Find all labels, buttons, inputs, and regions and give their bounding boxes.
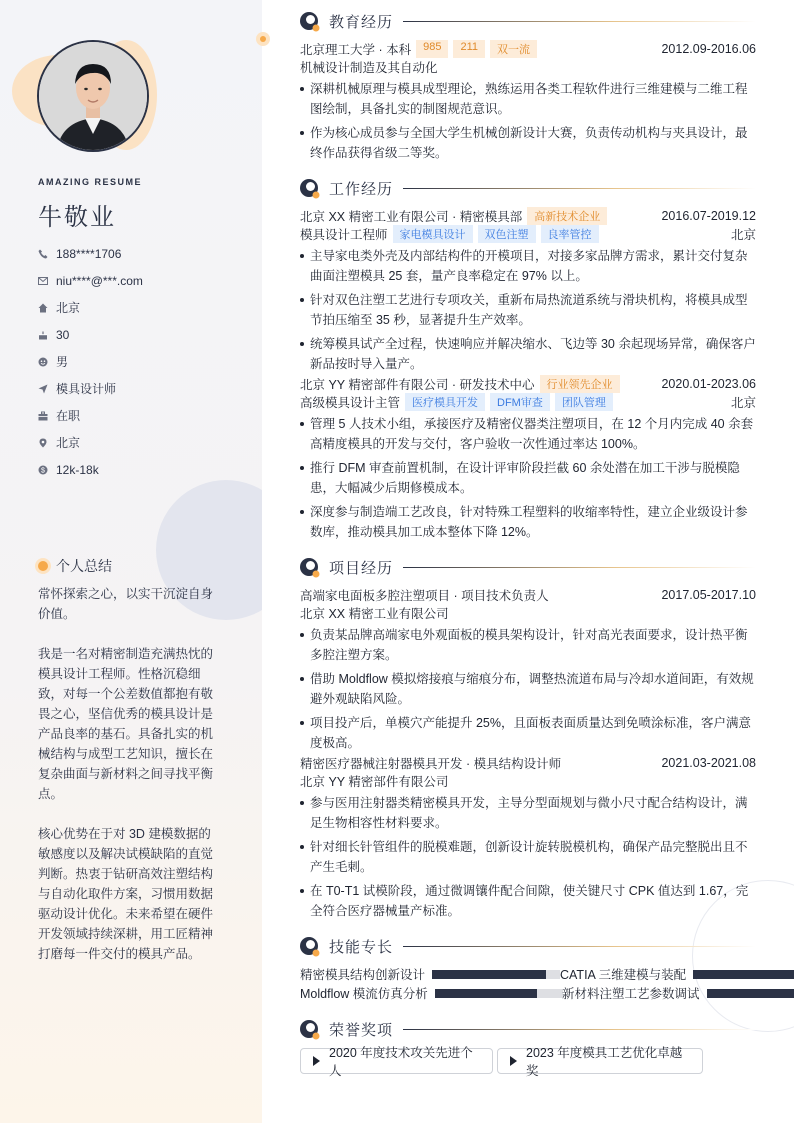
section-icon xyxy=(300,937,320,957)
section-title: 工作经历 xyxy=(329,181,394,198)
list-item: 针对细长针管组件的脱模难题，创新设计旋转脱模机构，确保产品完整脱出且不产生毛刺。 xyxy=(300,837,756,877)
award-chip xyxy=(300,1046,493,1078)
list-item: 统筹模具试产全过程，快速响应并解决缩水、飞边等 30 余起现场异常，确保客户新品按时导入量产。 xyxy=(300,334,756,374)
section-divider xyxy=(403,567,756,568)
gender-icon xyxy=(38,357,56,367)
project-title: 高端家电面板多腔注塑项目 · 项目技术负责人 xyxy=(300,589,549,603)
education-date: 2012.09-2016.06 xyxy=(661,42,756,56)
cake-icon xyxy=(38,330,56,340)
company-tag: 高新技术企业 xyxy=(527,207,607,225)
award-chip xyxy=(497,1046,703,1078)
section-icon xyxy=(300,179,320,199)
svg-text:$: $ xyxy=(41,467,45,474)
info-text: 30 xyxy=(56,327,70,342)
skill-name: Moldflow 模流仿真分析 xyxy=(300,987,428,1001)
list-item: 推行 DFM 审查前置机制，在设计评审阶段拦截 60 余处潜在加工干涉与脱模隐患，大幅减少后期修模成本。 xyxy=(300,458,756,498)
project-bullets xyxy=(300,793,756,921)
skill-bar xyxy=(435,989,563,998)
list-item: 深耕机械原理与模具成型理论，熟练运用各类工程软件进行三维建模与二维工程图绘制，具备扎实的制图规范意识。 xyxy=(300,79,756,119)
section-header-awards xyxy=(300,1019,756,1040)
major: 机械设计制造及其自动化 xyxy=(300,61,438,75)
project-header-row xyxy=(300,754,756,772)
work-date: 2020.01-2023.06 xyxy=(661,377,756,391)
briefcase-icon xyxy=(38,411,56,421)
education-block xyxy=(300,40,756,167)
section-header-education xyxy=(300,11,756,32)
project-header-row xyxy=(300,586,756,604)
role-tag: DFM审查 xyxy=(490,393,550,411)
sidebar xyxy=(0,0,262,1123)
info-age xyxy=(38,321,248,348)
skill-name: 新材料注塑工艺参数调试 xyxy=(562,987,700,1001)
section-icon xyxy=(300,558,320,578)
company-name: 北京 YY 精密部件有限公司 · 研发技术中心 xyxy=(300,378,535,392)
work-city: 北京 xyxy=(730,396,756,410)
summary-text xyxy=(38,584,220,984)
list-item: 作为核心成员参与全国大学生机械创新设计大赛，负责传动机构与夹具设计，最终作品获得省级二等奖。 xyxy=(300,123,756,163)
info-text: 在职 xyxy=(56,409,81,423)
decorative-dot xyxy=(260,36,266,42)
section-divider xyxy=(403,946,756,947)
skill-item xyxy=(560,965,794,983)
skill-bar-fill xyxy=(432,970,546,979)
work-block-1 xyxy=(300,207,756,378)
home-icon xyxy=(38,303,56,313)
company-name: 北京 XX 精密工业有限公司 · 精密模具部 xyxy=(300,210,523,224)
project-block-2 xyxy=(300,754,756,925)
project-block-1 xyxy=(300,586,756,757)
work-date: 2016.07-2019.12 xyxy=(661,209,756,223)
section-header-work xyxy=(300,178,756,199)
company-tag: 行业领先企业 xyxy=(540,375,620,393)
work-header-row xyxy=(300,207,756,225)
education-header-row xyxy=(300,40,756,58)
section-icon xyxy=(300,1020,320,1040)
role-row xyxy=(300,393,756,411)
bullet-dot-icon xyxy=(38,561,48,571)
role-row xyxy=(300,225,756,243)
list-item: 负责某品牌高端家电外观面板的模具架构设计，针对高光表面要求，设计热平衡多腔注塑方案。 xyxy=(300,625,756,665)
list-item: 深度参与制造端工艺改良，针对特殊工程塑料的收缩率特性，建立企业级设计参数库，推动模具加工成本整体下降 12%。 xyxy=(300,502,756,542)
info-gender xyxy=(38,348,248,375)
play-icon xyxy=(510,1056,517,1066)
salary-icon xyxy=(38,465,56,475)
mail-icon xyxy=(38,276,56,286)
skill-bar xyxy=(432,970,560,979)
send-icon xyxy=(38,384,56,394)
award-label: 2023 年度模具工艺优化卓越奖 xyxy=(526,1046,683,1078)
work-block-2 xyxy=(300,375,756,546)
avatar xyxy=(37,40,149,152)
project-title: 精密医疗器械注射器模具开发 · 模具结构设计师 xyxy=(300,757,562,771)
job-role: 模具设计工程师 xyxy=(300,228,388,242)
school-name: 北京理工大学 · 本科 xyxy=(300,43,412,57)
info-status xyxy=(38,402,248,429)
info-email xyxy=(38,267,248,294)
skill-bar-fill xyxy=(707,989,794,998)
play-icon xyxy=(313,1056,320,1066)
project-company: 北京 XX 精密工业有限公司 xyxy=(300,607,449,621)
work-city: 北京 xyxy=(730,228,756,242)
info-text: 12k-18k xyxy=(56,462,99,477)
skill-item xyxy=(300,984,563,1002)
project-date: 2021.03-2021.08 xyxy=(661,756,756,770)
list-item: 主导家电类外壳及内部结构件的开模项目，对接多家品牌方需求，累计交付复杂曲面注塑模具 25 套，量产良率稳定在 97% 以上。 xyxy=(300,246,756,286)
tagline: AMAZING RESUME xyxy=(38,177,142,187)
info-text: 模具设计师 xyxy=(56,382,117,396)
section-icon xyxy=(300,12,320,32)
summary-paragraph: 我是一名对精密制造充满热忱的模具设计工程师。性格沉稳细致，对每一个公差数值都抱有敬畏之心，坚信优秀的模具设计是产品良率的基石。具备扎实的机械结构与成型工艺知识，擅长在复杂曲面与新材料之间寻找平衡点。 xyxy=(38,647,214,801)
project-bullets xyxy=(300,625,756,753)
education-bullets xyxy=(300,79,756,163)
info-phone xyxy=(38,240,248,267)
list-item: 针对双色注塑工艺进行专项攻关，重新布局热流道系统与滑块机构，将模具成型节拍压缩至 35 秒，显著提升生产效率。 xyxy=(300,290,756,330)
school-tag: 211 xyxy=(453,40,485,58)
skill-name: CATIA 三维建模与装配 xyxy=(560,968,687,982)
section-title: 技能专长 xyxy=(329,939,394,956)
role-tag: 双色注塑 xyxy=(478,225,536,243)
list-item: 管理 5 人技术小组，承接医疗及精密仪器类注塑项目，在 12 个月内完成 40 余套高精度模具的开发与交付，客户验收一次性通过率达 100%。 xyxy=(300,414,756,454)
work-bullets xyxy=(300,246,756,374)
section-divider xyxy=(403,1029,756,1030)
work-header-row xyxy=(300,375,756,393)
summary-paragraph: 核心优势在于对 3D 建模数据的敏感度以及解决试模缺陷的直觉判断。热衷于钻研高效注塑结构与自动化取件方案，习惯用数据驱动设计优化。未来希望在硬件开发领域持续深耕，用工匠精神打磨每一件交付的模具产品。 xyxy=(38,827,214,961)
project-company: 北京 YY 精密部件有限公司 xyxy=(300,775,449,789)
school-tag: 双一流 xyxy=(490,40,537,58)
section-title: 教育经历 xyxy=(329,14,394,31)
skill-bar xyxy=(693,970,794,979)
role-tag: 家电模具设计 xyxy=(393,225,473,243)
section-divider xyxy=(403,21,756,22)
section-header-skills xyxy=(300,936,756,957)
section-header-projects xyxy=(300,557,756,578)
skill-item xyxy=(562,984,794,1002)
project-date: 2017.05-2017.10 xyxy=(661,588,756,602)
info-text: 男 xyxy=(56,355,69,369)
info-text: 188****1706 xyxy=(56,246,122,261)
section-title: 项目经历 xyxy=(329,560,394,577)
section-divider xyxy=(403,188,756,189)
skill-bar xyxy=(707,989,794,998)
summary-paragraph: 常怀探索之心，以实干沉淀自身价值。 xyxy=(38,587,214,621)
list-item: 借助 Moldflow 模拟熔接痕与缩痕分布，调整热流道布局与冷却水道间距，有效规避外观缺陷风险。 xyxy=(300,669,756,709)
role-tag: 良率管控 xyxy=(541,225,599,243)
school-tag: 985 xyxy=(416,40,448,58)
info-text: 北京 xyxy=(56,301,81,315)
info-location xyxy=(38,429,248,456)
phone-icon xyxy=(38,249,56,259)
list-item: 项目投产后，单模穴产能提升 25%，且面板表面质量达到免喷涂标准，客户满意度极高。 xyxy=(300,713,756,753)
skill-name: 精密模具结构创新设计 xyxy=(300,968,426,982)
skill-bar-fill xyxy=(693,970,794,979)
info-position xyxy=(38,375,248,402)
work-bullets xyxy=(300,414,756,542)
skill-item xyxy=(300,965,560,983)
list-item: 在 T0-T1 试模阶段，通过微调镶件配合间隙，使关键尺寸 CPK 值达到 1.67，完全符合医疗器械量产标准。 xyxy=(300,881,756,921)
section-title: 荣誉奖项 xyxy=(329,1022,394,1039)
contact-info xyxy=(38,240,248,483)
summary-heading xyxy=(38,556,112,576)
info-salary xyxy=(38,456,248,483)
job-role: 高级模具设计主管 xyxy=(300,396,401,410)
skill-bar-fill xyxy=(435,989,537,998)
summary-title: 个人总结 xyxy=(56,558,112,574)
candidate-name: 牛敬业 xyxy=(38,204,116,231)
role-tag: 团队管理 xyxy=(555,393,613,411)
list-item: 参与医用注射器类精密模具开发，主导分型面规划与微小尺寸配合结构设计，满足生物相容性材料要求。 xyxy=(300,793,756,833)
role-tag: 医疗模具开发 xyxy=(405,393,485,411)
info-home xyxy=(38,294,248,321)
location-icon xyxy=(38,438,56,448)
info-text: niu****@***.com xyxy=(56,273,143,288)
award-label: 2020 年度技术攻关先进个人 xyxy=(329,1046,473,1078)
info-text: 北京 xyxy=(56,436,81,450)
